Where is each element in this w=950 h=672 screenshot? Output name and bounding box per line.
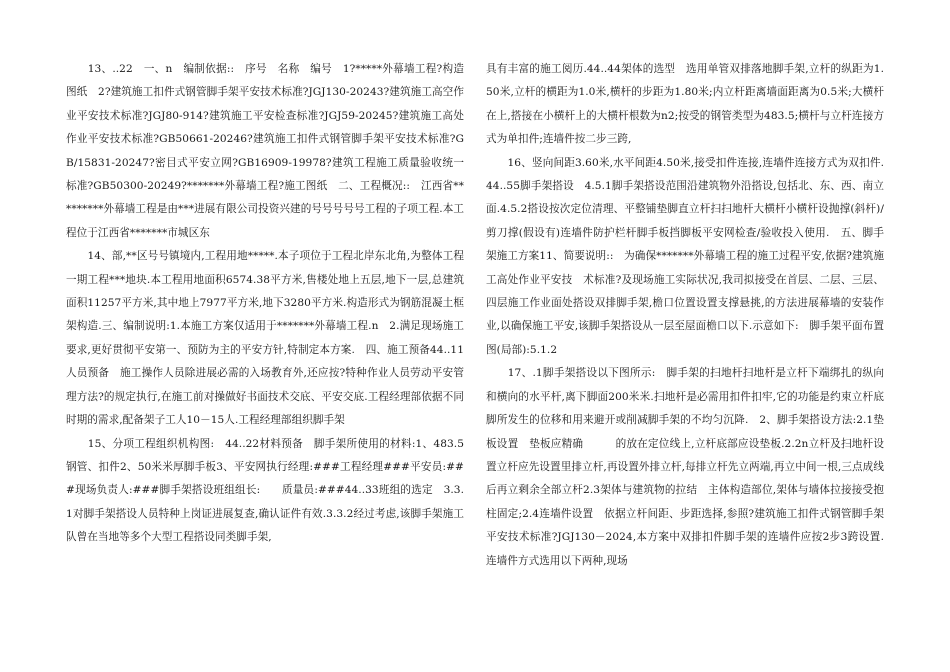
paragraph-17: 17、.1脚手架搭设以下图所示: 脚手架的扫地杆扫地杆是立杆下端绑扎的纵向和横向的水平杆,离下脚面200米米.扫地杆是必需用扣件扣牢,它的功能是约束立杆底脚所发生的位移和用来避开或削减脚手架的不均匀沉降. 2、脚手架搭设方法:2.1垫板设置 垫板应精确 的放在定位线上,立杆底部应设垫板.2.2n立杆及扫地杆设置立杆应先设置里排立杆,再设置外排立杆,每排立杆先立两端,再立中间一根,三点成线后再立剩余全部立杆2.3架体与建筑物的拉结 主体构造部位,架体与墙体拉接接受抱柱固定;2.4连墙件设置 依据立杆间距、步距选择,参照?建筑施工扣件式钢管脚手架平安技术标准?JGJ130－2024,本方案中双排扣件脚手架的连墙件应按2步3跨设置.连墙件方式选用以下两种,现场	[486, 367, 884, 567]
left-text-column	[66, 58, 464, 550]
paragraph-continuation: 具有丰富的施工阅历.44..44架体的选型 选用单管双排落地脚手架,立杆的纵距为1.50米,立杆的横距为1.0米,横杆的步距为1.80米;内立杆距离墙面距离为0.5米;大横杆在上,搭接在小横杆上的大横杆根数为n2;按受的钢管类型为483.5;横杆与立杆连接方式为单扣件;连墙件按二步三跨,	[486, 63, 884, 146]
paragraph-14: 14、部,**区号号镇境内,工程用地*****.本子项位于工程北岸东北角,为整体工程一期工程***地块.本工程用地面积6574.38平方米,售楼处地上五层,地下一层,总建筑面积11257平方米,其中地上7977平方米,地下3280平方米.构造形式为钢筋混凝土框架构造.三、编制说明:1.本施工方案仅适用于*******外幕墙工程.n 2.满足现场施工要求,更好贯彻平安第一、预防为主的平安方针,特制定本方案. 四、施工预备44..11人员预备 施工操作人员除进展必需的入场教育外,还应按?特种作业人员劳动平安管理方法?的规定执行,在施工前对操做好书面技术交底、平安交底.工程经理部依据不同时期的需求,配备架子工人10－15人.工程经理部组织脚手架	[66, 250, 464, 427]
paragraph-13: 13、..22 一、n 编制依据:: 序号 名称 编号 1?*****外幕墙工程?构造图纸 2?建筑施工扣件式钢管脚手架平安技术标准?JGJ130-20243?建筑施工高空作业平安技术标准?JGJ80-914?建筑施工平安检查标准?JGJ59-20245?建筑施工高处作业平安技术标准?GB50661-20246?建筑施工扣件式钢管脚手架平安技术标准?GB/15831-20247?密目式平安立网?GB16909-19978?建筑工程施工质量验收统一标准?GB50300-20249?*******外幕墙工程?施工图纸 二、工程概况:: 江西省*********外幕墙工程是由***进展有限公司投资兴建的号号号号号工程的子项工程.本工程位于江西省*******市城区东	[66, 63, 464, 239]
paragraph-15: 15、分项工程组织机构图: 44..22材料预备 脚手架所使用的材料:1、483.5钢管、扣件2、50米米厚脚手板3、平安网执行经理:###工程经理###平安员:###现场负责人:###脚手架搭设班组组长: 质量员:###44..33班组的选定 3.3.1对脚手架搭设人员特种上岗证进展复查,确认证件有效.3.3.2经过考虑,该脚手架施工队曾在当地等多个大型工程搭设同类脚手架,	[66, 437, 464, 544]
right-text-column	[486, 58, 895, 573]
paragraph-16: 16、竖向间距3.60米,水平间距4.50米,接受扣件连接,连墙件连接方式为双扣件. 44..55脚手架搭设 4.5.1脚手架搭设范围沿建筑物外沿搭设,包括北、东、西、南立面.4.5.2搭设按次定位清理、平整铺垫脚直立杆扫扫地杆大横杆小横杆设抛撑(斜杆)/剪刀撑(假设有)连墙件防护栏杆脚手板挡脚板平安网检查/验收投入使用. 五、脚手架施工方案11、简要说明:: 为确保*******外幕墙工程的施工过程平安,依据?建筑施工高处作业平安技 术标准?及现场施工实际状况,我司拟接受在首层、二层、三层、四层施工作业面处搭设双排脚手架,檐口位置设置支撑悬挑,的方法进展幕墙的安装作业,以确保施工平安,该脚手架搭设从一层至屋面檐口以下.示意如下: 脚手架平面布置图(局部):5.1.2	[486, 156, 895, 356]
